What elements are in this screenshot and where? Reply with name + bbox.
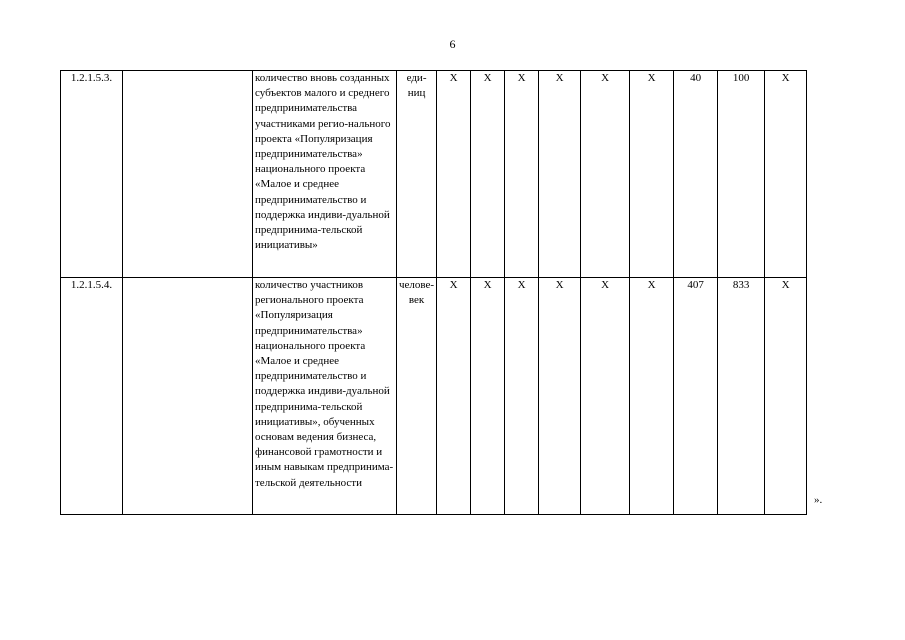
value-cell: Х: [581, 71, 630, 278]
value-cell: Х: [765, 71, 807, 278]
value-cell: Х: [630, 71, 674, 278]
value-cell: Х: [437, 278, 471, 515]
table-row: [61, 278, 807, 515]
value-cell: Х: [765, 278, 807, 515]
unit-cell: еди-ниц: [397, 71, 437, 278]
value-cell: Х: [437, 71, 471, 278]
unit-cell: челове-век: [397, 278, 437, 515]
row-code: 1.2.1.5.4.: [61, 278, 123, 515]
value-cell: Х: [539, 71, 581, 278]
value-cell: Х: [471, 71, 505, 278]
indicators-table: [60, 70, 807, 515]
row-empty-cell: [123, 71, 253, 278]
value-cell: Х: [539, 278, 581, 515]
value-cell: Х: [505, 71, 539, 278]
value-cell: Х: [505, 278, 539, 515]
row-code: 1.2.1.5.3.: [61, 71, 123, 278]
value-cell: Х: [630, 278, 674, 515]
value-cell: 40: [674, 71, 718, 278]
row-empty-cell: [123, 278, 253, 515]
table-row: [61, 71, 807, 278]
closing-quote-mark: ».: [814, 494, 823, 506]
page-number: 6: [449, 37, 456, 51]
indicator-name: количество участников регионального проекта «Популяризация предпринимательства» национального проекта «Малое и среднее предпринимательство и поддержка индиви-дуальной предпринима-тельской инициативы», обученных основам ведения бизнеса, финансовой грамотности и иным навыкам предпринима-тельской деятельности: [253, 278, 397, 515]
value-cell: 407: [674, 278, 718, 515]
value-cell: Х: [581, 278, 630, 515]
value-cell: 833: [718, 278, 765, 515]
value-cell: Х: [471, 278, 505, 515]
indicator-name: количество вновь созданных субъектов малого и среднего предпринимательства участниками регио-нального проекта «Популяризация предпринимательства» национального проекта «Малое и среднее предпринимательство и поддержка индиви-дуальной предпринима-тельской инициативы»: [253, 71, 397, 278]
value-cell: 100: [718, 71, 765, 278]
